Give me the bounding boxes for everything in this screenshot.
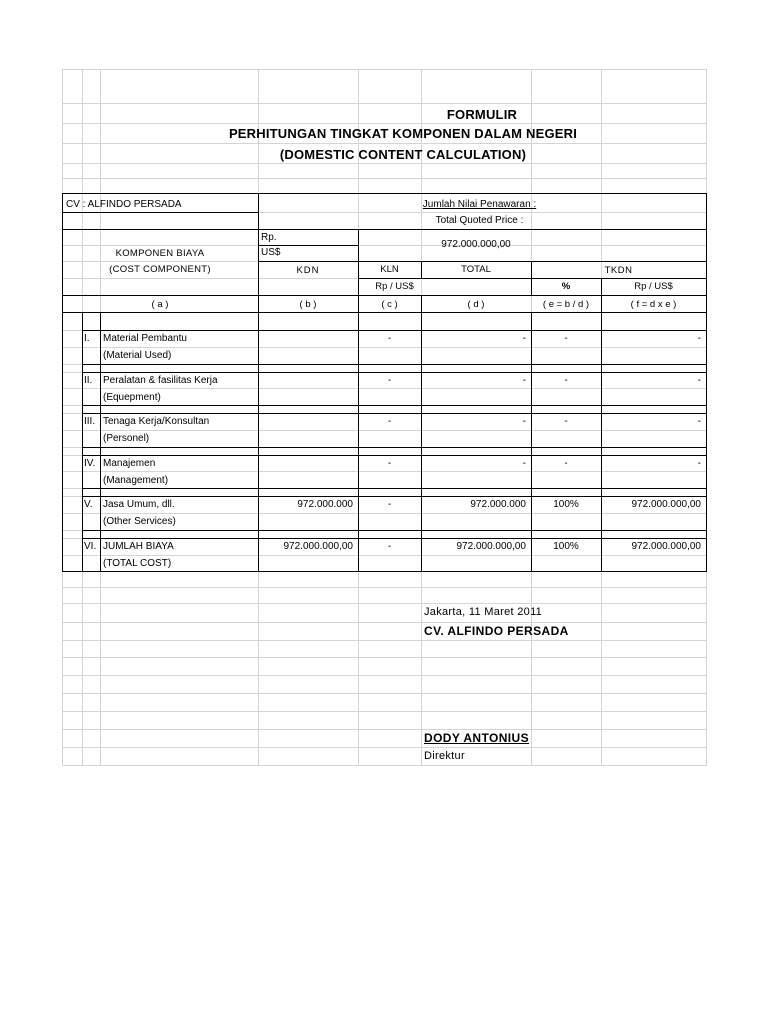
form-title: FORMULIR (446, 107, 518, 122)
row-kln-value: - (387, 333, 392, 344)
border-horizontal (358, 278, 707, 279)
border-horizontal (82, 455, 707, 456)
row-component-name: Peralatan & fasilitas Kerja (103, 375, 218, 386)
gridline-horizontal (62, 693, 707, 694)
border-vertical (601, 312, 602, 572)
column-code-c: ( c ) (381, 299, 398, 310)
gridline-horizontal (62, 123, 707, 124)
border-vertical (258, 312, 259, 572)
border-horizontal (82, 496, 707, 497)
gridline-horizontal (62, 69, 707, 70)
gridline-horizontal (62, 103, 707, 104)
quoted-price-label-en: Total Quoted Price : (435, 215, 524, 226)
gridline-horizontal (62, 163, 707, 164)
row-tkdn-percent: 100% (553, 541, 579, 552)
border-horizontal (62, 212, 259, 213)
row-tkdn-percent: - (564, 416, 568, 427)
tkdn-header: TKDN (604, 265, 633, 276)
row-component-subtitle: (TOTAL COST) (103, 558, 172, 569)
border-horizontal (82, 538, 707, 539)
gridline-horizontal (62, 747, 707, 748)
border-horizontal (82, 364, 707, 365)
border-horizontal (82, 488, 707, 489)
row-component-name: Tenaga Kerja/Konsultan (103, 416, 210, 427)
column-code-f: ( f = d x e ) (630, 299, 677, 310)
gridline-horizontal (62, 555, 707, 556)
place-date: Jakarta, 11 Maret 2011 (424, 606, 543, 618)
border-horizontal (82, 530, 707, 531)
gridline-horizontal (62, 765, 707, 766)
signatory-title: Direktur (424, 750, 465, 762)
border-horizontal (62, 229, 707, 230)
signatory-name: DODY ANTONIUS (424, 731, 529, 745)
kln-header: KLN (380, 264, 399, 275)
gridline-horizontal (62, 622, 707, 623)
gridline-horizontal (62, 388, 707, 389)
row-component-name: Material Pembantu (103, 333, 187, 344)
column-code-e: ( e = b / d ) (542, 299, 590, 310)
column-code-b: ( b ) (299, 299, 317, 310)
border-vertical (531, 312, 532, 572)
row-tkdn-percent: - (564, 458, 568, 469)
form-subheading: (DOMESTIC CONTENT CALCULATION) (279, 147, 527, 162)
currency-rp: Rp. (261, 232, 277, 243)
gridline-horizontal (62, 143, 707, 144)
row-tkdn-value: - (697, 375, 701, 386)
total-header: TOTAL (461, 264, 491, 275)
border-horizontal (258, 261, 707, 262)
row-number: I. (84, 333, 90, 344)
currency-unit-header: Rp / US$ (375, 281, 414, 292)
gridline-horizontal (62, 347, 707, 348)
form-heading: PERHITUNGAN TINGKAT KOMPONEN DALAM NEGERI (228, 126, 578, 141)
row-number: IV. (84, 458, 96, 469)
border-horizontal (82, 372, 707, 373)
gridline-horizontal (62, 711, 707, 712)
tkdn-currency-header: Rp / US$ (634, 281, 673, 292)
percent-header: % (561, 281, 571, 292)
border-vertical (82, 312, 83, 572)
row-tkdn-value: - (697, 416, 701, 427)
column-code-d: ( d ) (467, 299, 485, 310)
signatory-company: CV. ALFINDO PERSADA (424, 624, 569, 638)
row-total-value: - (522, 333, 526, 344)
row-total-value: 972.000.000 (470, 499, 526, 510)
currency-usd: US$ (261, 247, 281, 258)
row-component-subtitle: (Equepment) (103, 392, 161, 403)
border-horizontal (62, 193, 707, 194)
row-tkdn-value: - (697, 458, 701, 469)
gridline-horizontal (62, 657, 707, 658)
row-kln-value: - (387, 416, 392, 427)
row-number: VI. (84, 541, 97, 552)
gridline-horizontal (62, 587, 707, 588)
border-horizontal (62, 571, 707, 572)
kdn-header: KDN (296, 265, 320, 276)
component-header-id: KOMPONEN BIAYA (115, 248, 205, 259)
row-component-subtitle: (Material Used) (103, 350, 172, 361)
row-number: III. (84, 416, 96, 427)
row-kln-value: - (387, 499, 392, 510)
row-total-value: - (522, 458, 526, 469)
row-kln-value: - (387, 541, 392, 552)
row-component-name: Manajemen (103, 458, 156, 469)
row-component-subtitle: (Management) (103, 475, 169, 486)
border-horizontal (82, 405, 707, 406)
border-horizontal (62, 295, 707, 296)
row-tkdn-value: - (697, 333, 701, 344)
row-total-value: - (522, 416, 526, 427)
border-horizontal (62, 312, 707, 313)
company-label: CV : ALFINDO PERSADA (66, 199, 182, 210)
row-tkdn-percent: 100% (553, 499, 579, 510)
border-vertical (358, 312, 359, 572)
row-kln-value: - (387, 375, 392, 386)
gridline-horizontal (62, 471, 707, 472)
row-component-subtitle: (Personel) (103, 433, 150, 444)
border-horizontal (82, 330, 707, 331)
row-number: II. (84, 375, 93, 386)
gridline-horizontal (62, 675, 707, 676)
row-total-value: 972.000.000,00 (456, 541, 526, 552)
row-kdn-value: 972.000.000,00 (283, 541, 353, 552)
gridline-horizontal (62, 603, 707, 604)
row-tkdn-percent: - (564, 333, 568, 344)
row-component-subtitle: (Other Services) (103, 516, 176, 527)
gridline-horizontal (62, 640, 707, 641)
column-code-a: ( a ) (151, 299, 169, 310)
gridline-horizontal (62, 430, 707, 431)
border-vertical (421, 312, 422, 572)
gridline-horizontal (62, 729, 707, 730)
row-kdn-value: 972.000.000 (297, 499, 353, 510)
border-horizontal (82, 447, 707, 448)
gridline-horizontal (62, 178, 707, 179)
quoted-price-value: 972.000.000,00 (441, 239, 511, 250)
row-tkdn-value: 972.000.000,00 (631, 499, 701, 510)
quoted-price-label-id: Jumlah Nilai Penawaran : (422, 199, 537, 210)
row-tkdn-percent: - (564, 375, 568, 386)
gridline-horizontal (62, 245, 707, 246)
row-number: V. (84, 499, 93, 510)
border-horizontal (82, 413, 707, 414)
row-component-name: JUMLAH BIAYA (103, 541, 174, 552)
component-header-en: (COST COMPONENT) (109, 264, 211, 275)
row-tkdn-value: 972.000.000,00 (631, 541, 701, 552)
border-horizontal (258, 245, 359, 246)
row-total-value: - (522, 375, 526, 386)
border-vertical (100, 312, 101, 572)
row-kln-value: - (387, 458, 392, 469)
gridline-horizontal (62, 513, 707, 514)
row-component-name: Jasa Umum, dll. (103, 499, 175, 510)
border-vertical (706, 193, 707, 572)
